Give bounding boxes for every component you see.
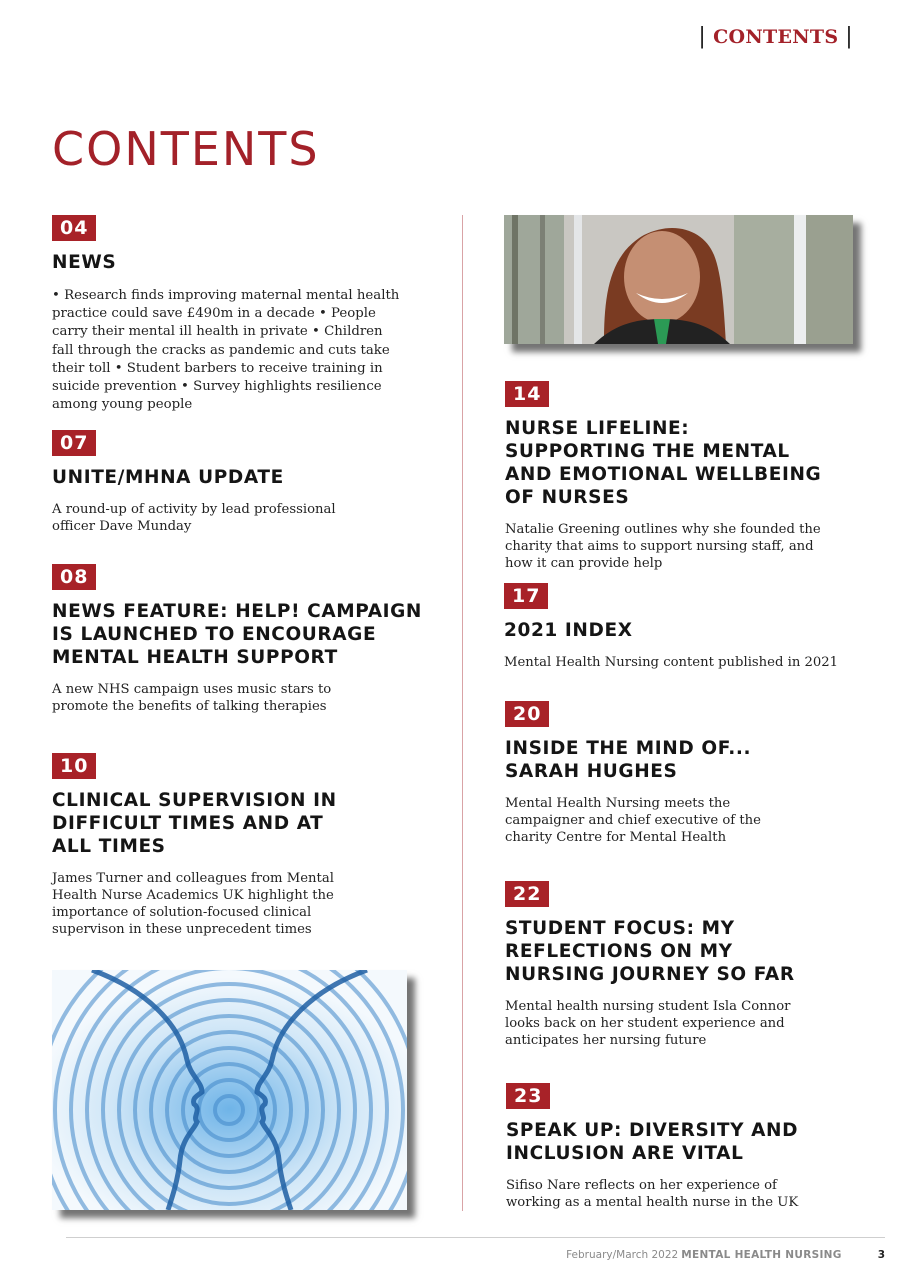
section-tag: | CONTENTS |: [698, 24, 853, 49]
portrait-photo: [504, 215, 853, 344]
entry-clinical-supervision[interactable]: [52, 753, 382, 938]
entry-title: NEWS FEATURE: HELP! CAMPAIGN IS LAUNCHED TO ENCOURAGE MENTAL HEALTH SUPPORT: [52, 601, 422, 668]
entry-description: Mental Health Nursing content published in 2021: [504, 655, 839, 670]
footer-issue: February/March 2022: [566, 1249, 679, 1261]
page-title: CONTENTS: [52, 122, 320, 176]
section-tag-label: CONTENTS: [713, 26, 839, 48]
page-number-badge: 07: [52, 430, 96, 456]
entry-title: 2021 INDEX: [504, 620, 633, 641]
entry-student-focus[interactable]: [505, 881, 835, 1049]
entry-title: SPEAK UP: DIVERSITY AND INCLUSION ARE VITAL: [506, 1120, 799, 1164]
entry-news[interactable]: [52, 215, 402, 414]
entry-unite-update[interactable]: [52, 430, 352, 535]
entry-title: UNITE/MHNA UPDATE: [52, 467, 284, 488]
entry-title: CLINICAL SUPERVISION IN DIFFICULT TIMES AND AT ALL TIMES: [52, 790, 337, 857]
entry-description: Mental Health Nursing meets the campaigner and chief executive of the charity Centre for Mental Health: [505, 796, 761, 845]
entry-title: INSIDE THE MIND OF... SARAH HUGHES: [505, 738, 752, 782]
footer-rule: [66, 1237, 885, 1238]
page-number-badge: 14: [505, 381, 549, 407]
entry-2021-index[interactable]: [504, 583, 864, 671]
entry-description: Natalie Greening outlines why she founded the charity that aims to support nursing staff, and how it can provide help: [505, 522, 821, 571]
page-number-badge: 17: [504, 583, 548, 609]
page-number-badge: 04: [52, 215, 96, 241]
page-number-badge: 10: [52, 753, 96, 779]
entry-description: A new NHS campaign uses music stars to promote the benefits of talking therapies: [52, 682, 332, 714]
entry-title: STUDENT FOCUS: MY REFLECTIONS ON MY NURSING JOURNEY SO FAR: [505, 918, 795, 985]
entry-description: A round-up of activity by lead professional officer Dave Munday: [52, 502, 336, 534]
page-number-badge: 23: [506, 1083, 550, 1109]
entry-inside-the-mind[interactable]: [505, 701, 825, 846]
column-divider: [462, 215, 463, 1211]
footer-page-number: 3: [877, 1249, 885, 1261]
entry-title: NURSE LIFELINE: SUPPORTING THE MENTAL AND EMOTIONAL WELLBEING OF NURSES: [505, 418, 822, 508]
entry-nurse-lifeline[interactable]: [505, 381, 865, 572]
faces-ripple-illustration: [52, 970, 407, 1210]
footer-magazine: MENTAL HEALTH NURSING: [681, 1249, 842, 1261]
page-number-badge: 20: [505, 701, 549, 727]
entry-title: NEWS: [52, 252, 117, 273]
entry-description: Mental health nursing student Isla Connor looks back on her student experience and anticipates her nursing future: [505, 999, 791, 1048]
entry-description: Sifiso Nare reflects on her experience of working as a mental health nurse in the UK: [506, 1178, 799, 1210]
page-footer: [566, 1249, 885, 1261]
entry-news-feature[interactable]: [52, 564, 422, 715]
entry-description: • Research finds improving maternal mental health practice could save £490m in a decade • People carry their mental ill health in private • Children fall through the cracks as pandemic and cuts take their toll • Student barbers to receive training in suicide prevention • Survey highlights resilience among young people: [52, 288, 400, 413]
entry-speak-up[interactable]: [506, 1083, 836, 1211]
page-number-badge: 08: [52, 564, 96, 590]
entry-description: James Turner and colleagues from Mental Health Nurse Academics UK highlight the importance of solution-focused clinical supervison in these unprecedent times: [52, 871, 334, 937]
page-number-badge: 22: [505, 881, 549, 907]
